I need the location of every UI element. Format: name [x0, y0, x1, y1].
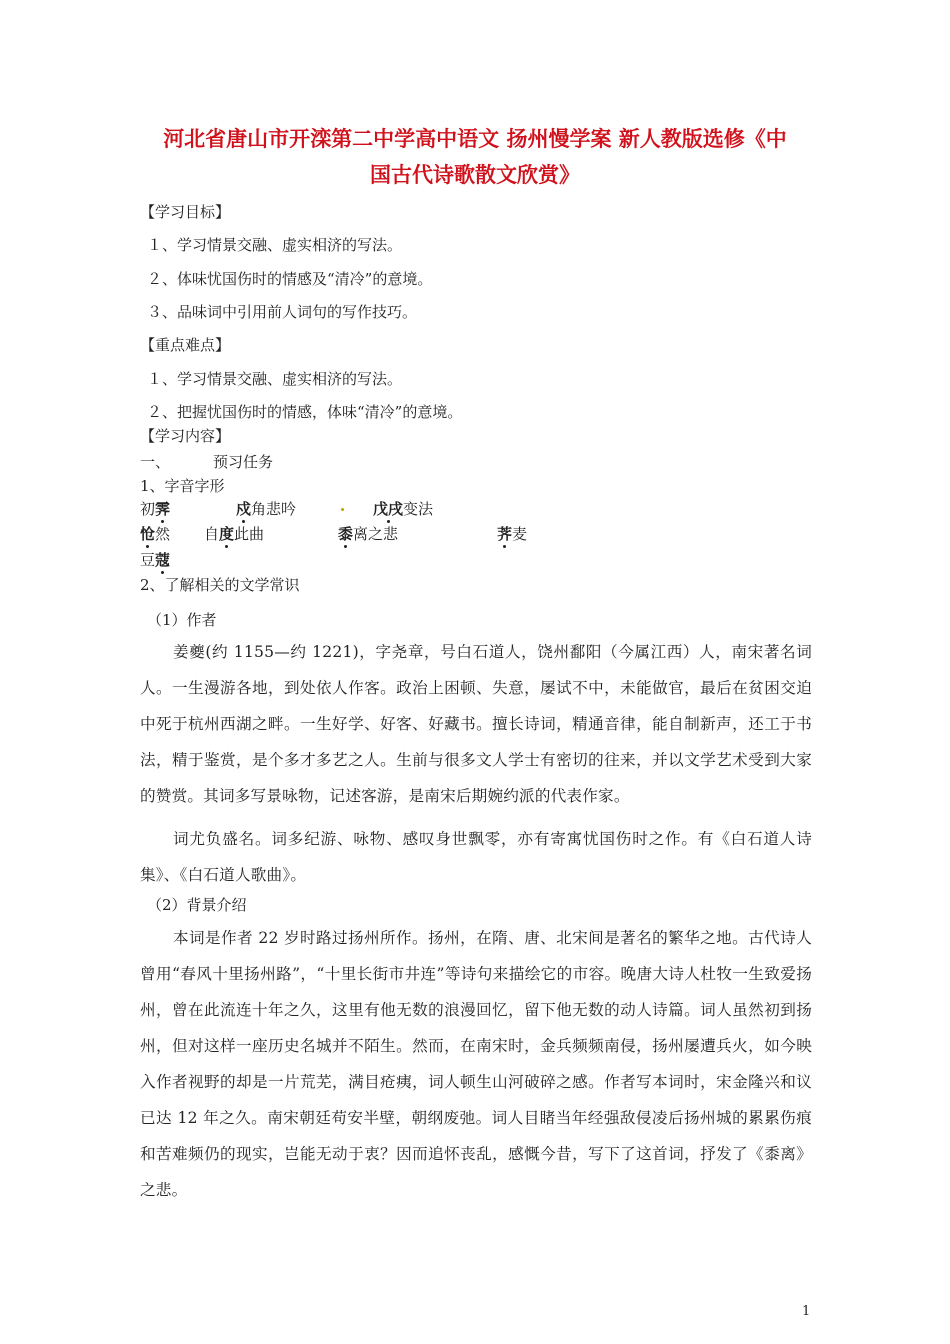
key-points-header: 【重点难点】: [140, 336, 231, 354]
vocab-char: 怆: [140, 525, 156, 543]
content-header: 【学习内容】: [140, 427, 231, 445]
objective-item: ２、体味忧国伤时的情感及“清冷”的意境。: [147, 270, 433, 288]
vocab-item: 黍离之悲: [338, 525, 399, 543]
vocab-char: 荠: [497, 525, 513, 543]
author-label: （1）作者: [147, 611, 217, 629]
section-1-title: 预习任务: [213, 453, 274, 471]
document-title-line-1: 河北省唐山市开滦第二中学高中语文 扬州慢学案 新人教版选修《中: [163, 127, 787, 151]
vocab-char: 蔻: [155, 551, 171, 569]
vocab-item: 初霁: [140, 500, 171, 518]
vocab-char: 戊戌: [373, 500, 404, 518]
background-paragraph: 本词是作者 22 岁时路过扬州所作。扬州，在隋、唐、北宋间是著名的繁华之地。古代诗人曾用“春风十里扬州路”，“十里长街市井连”等诗句来描绘它的市容。晚唐大诗人杜牧一生致爱扬州，曾在此流连十年之久，这里有他无数的浪漫回忆，留下他无数的动人诗篇。词人虽然初到扬州，但对这样一座历史名城并不陌生。然而，在南宋时，金兵频频南侵，扬州屡遭兵火，如今映入作者视野的却是一片荒芜，满目疮痍，词人顿生山河破碎之感。作者写本词时，宋金隆兴和议已达 12 年之久。南宋朝廷苟安半壁，朝纲废弛。词人目睹当年经强敌侵凌后扬州城的累累伤痕和苦难频仍的现实，岂能无动于衷？因而追怀丧乱，感慨今昔，写下了这首词，抒发了《黍离》之悲。: [140, 929, 812, 1199]
vocab-item: 戍角悲吟: [236, 500, 297, 518]
document-title-line-2: 国古代诗歌散文欣赏》: [370, 163, 580, 187]
vocab-char: 黍: [338, 525, 354, 543]
highlight-dot: [341, 508, 344, 511]
subsection-literary-knowledge: 2、了解相关的文学常识: [140, 576, 300, 594]
vocab-item: 怆然: [140, 525, 171, 543]
vocab-item: 荠麦: [497, 525, 528, 543]
author-paragraph-1: 姜夔(约 1155—约 1221)，字尧章，号白石道人，饶州鄱阳（今属江西）人，南宋著名词人。一生漫游各地，到处依人作客。政治上困顿、失意，屡试不中，未能做官，最后在贫困交迫中死于杭州西湖之畔。一生好学、好客、好藏书。擅长诗词，精通音律，能自制新声，还工于书法，精于鉴赏，是个多才多艺之人。生前与很多文人学士有密切的往来，并以文学艺术受到大家的赞赏。其词多写景咏物，记述客游，是南宋后期婉约派的代表作家。: [140, 643, 812, 805]
vocab-char: 霁: [155, 500, 171, 518]
subsection-pronunciation: 1、字音字形: [140, 477, 225, 495]
objective-item: １、学习情景交融、虚实相济的写法。: [147, 236, 403, 254]
background-label: （2）背景介绍: [147, 896, 247, 914]
vocab-item: 戊戌变法: [373, 500, 434, 518]
vocab-item: 自度此曲: [204, 525, 265, 543]
section-1-number: 一、: [140, 453, 171, 471]
vocab-item: 豆蔻: [140, 551, 171, 569]
author-paragraph-2: 词尤负盛名。词多纪游、咏物、感叹身世飘零，亦有寄寓忧国伤时之作。有《白石道人诗集》、《白石道人歌曲》。: [140, 830, 812, 884]
key-point-item: １、学习情景交融、虚实相济的写法。: [147, 370, 403, 388]
objectives-header: 【学习目标】: [140, 203, 231, 221]
page-number: 1: [802, 1304, 811, 1319]
vocab-char: 戍: [236, 500, 252, 518]
vocab-char: 度: [219, 525, 235, 543]
objective-item: ３、品味词中引用前人词句的写作技巧。: [147, 303, 418, 321]
key-point-item: ２、把握忧国伤时的情感，体味“清冷”的意境。: [147, 403, 463, 421]
